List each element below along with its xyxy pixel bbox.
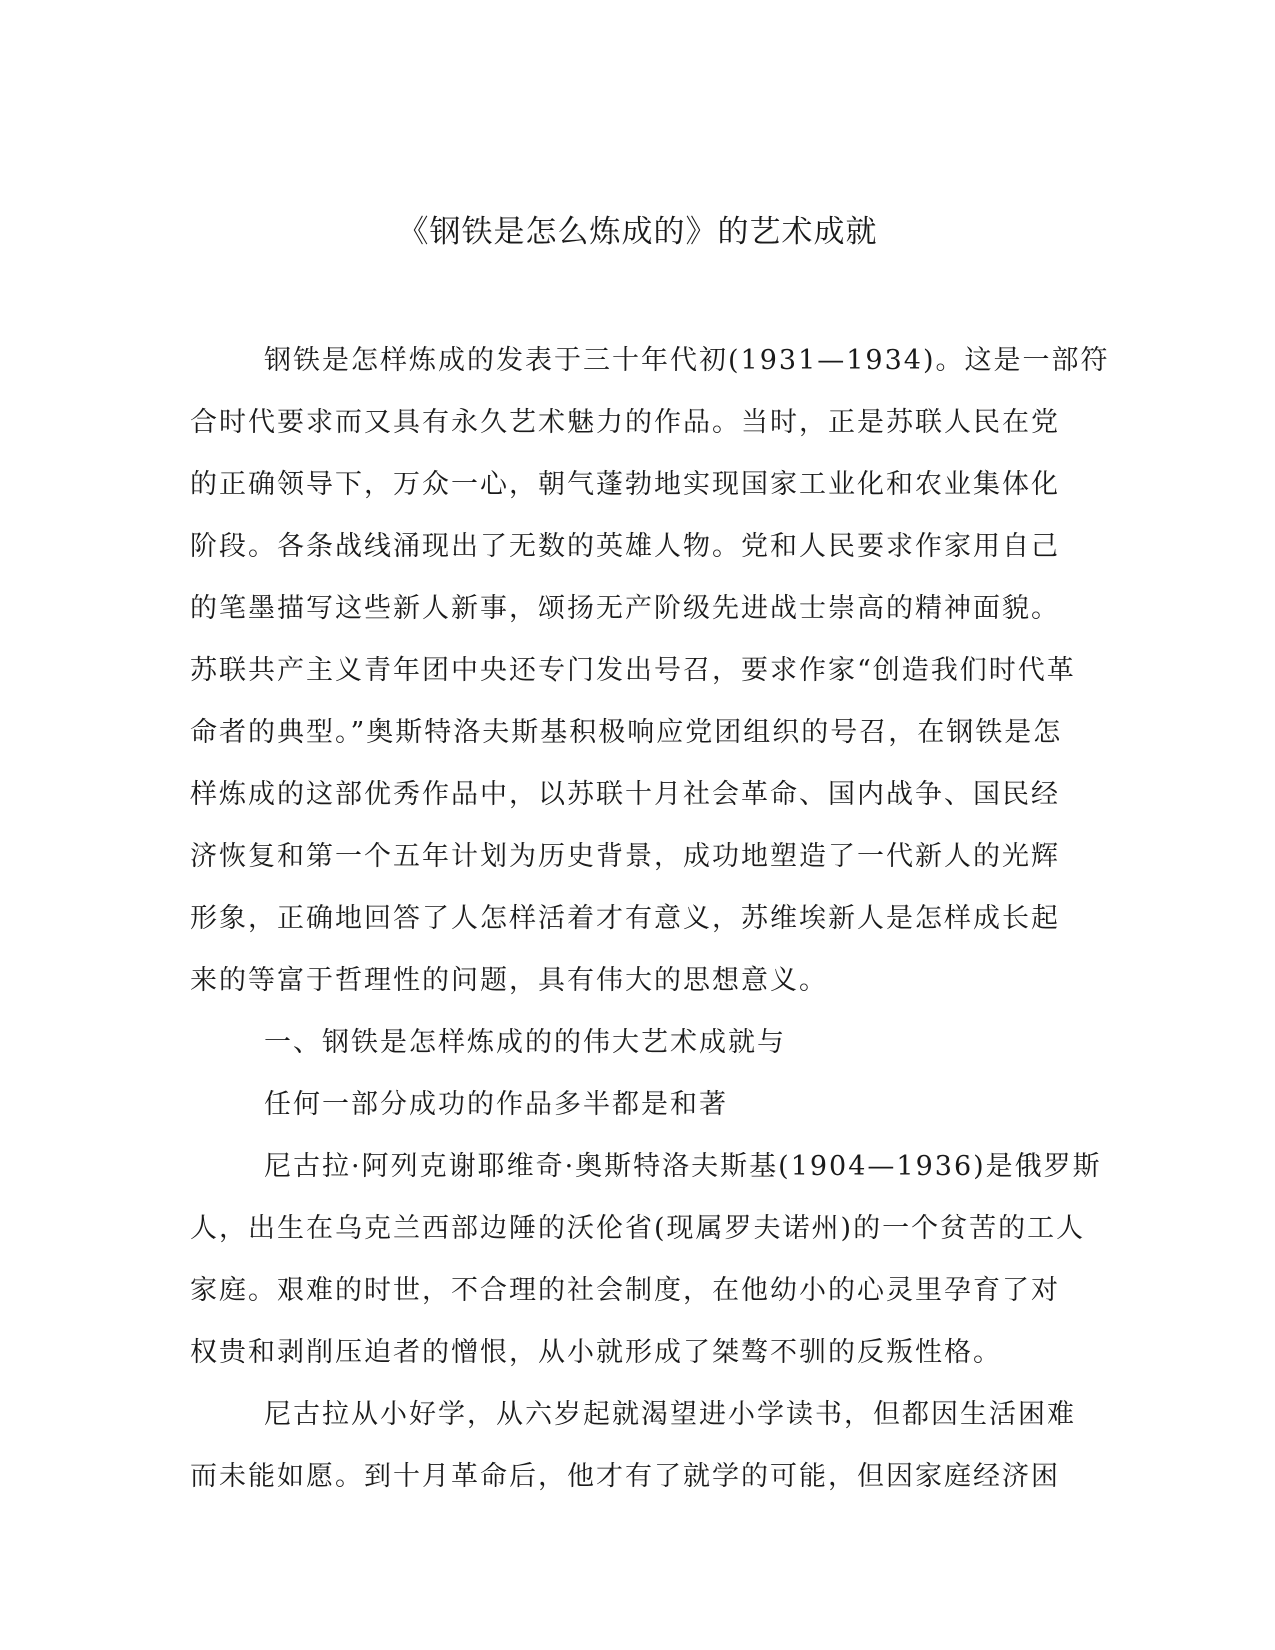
text-line: 人，出生在乌克兰西部边陲的沃伦省(现属罗夫诺州)的一个贫苦的工人 xyxy=(190,1213,1086,1244)
document-title: 《钢铁是怎么炼成的》的艺术成就 xyxy=(397,214,878,250)
text-line: 来的等富于哲理性的问题，具有伟大的思想意义。 xyxy=(190,965,828,996)
text-line: 济恢复和第一个五年计划为历史背景，成功地塑造了一代新人的光辉 xyxy=(190,841,1060,872)
text-line: 形象，正确地回答了人怎样活着才有意义，苏维埃新人是怎样成长起 xyxy=(190,903,1060,934)
text-line: 的笔墨描写这些新人新事，颂扬无产阶级先进战士崇高的精神面貌。 xyxy=(190,593,1060,624)
text-line: 合时代要求而又具有永久艺术魅力的作品。当时，正是苏联人民在党 xyxy=(190,407,1060,438)
text-line: 而未能如愿。到十月革命后，他才有了就学的可能，但因家庭经济困 xyxy=(190,1461,1060,1492)
document-body xyxy=(190,330,1110,1508)
text-line: 命者的典型。”奥斯特洛夫斯基积极响应党团组织的号召，在钢铁是怎 xyxy=(190,717,1063,748)
text-line: 钢铁是怎样炼成的发表于三十年代初(1931—1934)。这是一部符 xyxy=(264,345,1110,376)
text-line: 尼古拉从小好学，从六岁起就渴望进小学读书，但都因生活困难 xyxy=(264,1399,1076,1430)
text-line: 的正确领导下，万众一心，朝气蓬勃地实现国家工业化和农业集体化 xyxy=(190,469,1060,500)
text-line: 尼古拉·阿列克谢耶维奇·奥斯特洛夫斯基(1904—1936)是俄罗斯 xyxy=(264,1151,1102,1182)
section-heading: 一、钢铁是怎样炼成的的伟大艺术成就与 xyxy=(264,1027,786,1058)
text-line: 阶段。各条战线涌现出了无数的英雄人物。党和人民要求作家用自己 xyxy=(190,531,1060,562)
text-line: 家庭。艰难的时世，不合理的社会制度，在他幼小的心灵里孕育了对 xyxy=(190,1275,1060,1306)
text-line: 权贵和剥削压迫者的憎恨，从小就形成了桀骜不驯的反叛性格。 xyxy=(190,1337,1002,1368)
text-line: 任何一部分成功的作品多半都是和著 xyxy=(264,1089,728,1120)
text-line: 样炼成的这部优秀作品中，以苏联十月社会革命、国内战争、国民经 xyxy=(190,779,1060,810)
text-line: 苏联共产主义青年团中央还专门发出号召，要求作家“创造我们时代革 xyxy=(190,655,1076,686)
